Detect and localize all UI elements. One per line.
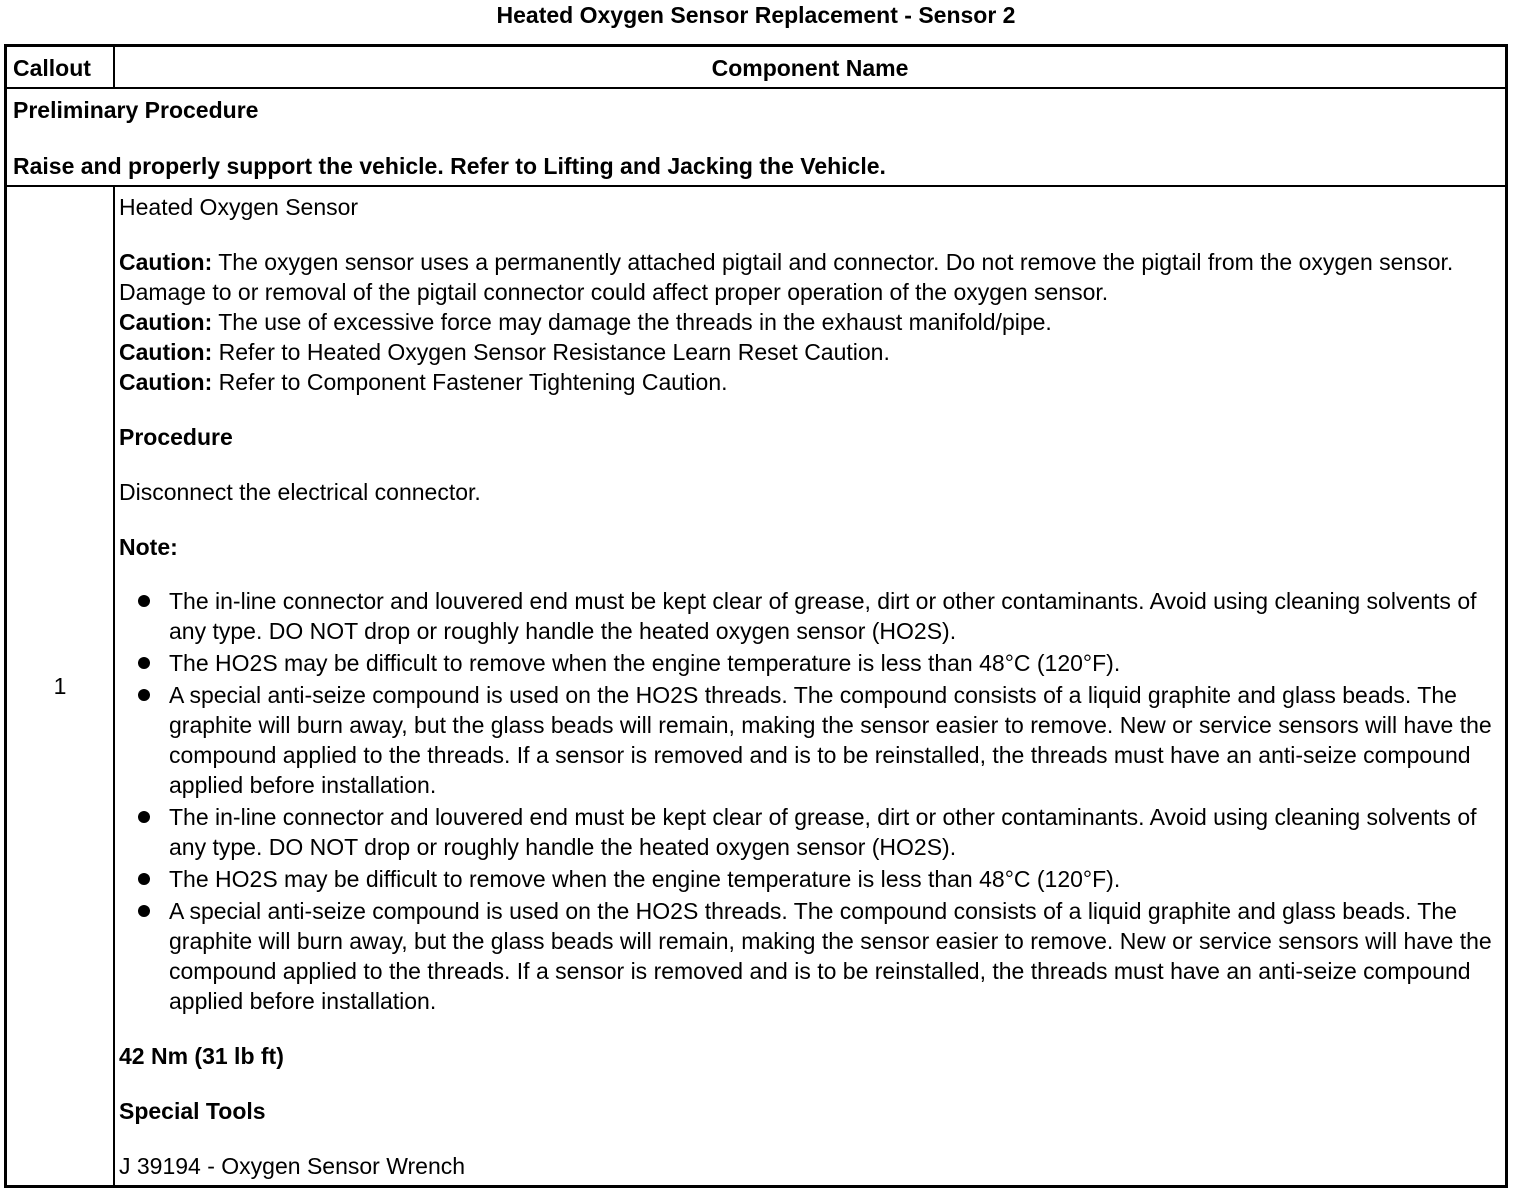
- caution-label: Caution:: [119, 339, 213, 365]
- note-heading: Note:: [119, 534, 178, 560]
- preliminary-text: Raise and properly support the vehicle. Refer to Lifting and Jacking the Vehicle.: [13, 153, 886, 179]
- preliminary-row: [6, 88, 1507, 186]
- note-text: A special anti-seize compound is used on the HO2S threads. The compound consists of a liquid graphite and glass beads. The graphite will burn away, but the glass beads will remain, making the sensor easier to remove. New or service sensors will have the compound applied to the threads. If a sensor is removed and is to be reinstalled, the threads must have an anti-seize compound applied before installation.: [169, 682, 1492, 798]
- preliminary-heading: Preliminary Procedure: [13, 97, 259, 123]
- procedure-table: [4, 44, 1508, 1188]
- bullet-icon: [138, 595, 150, 607]
- note-text: A special anti-seize compound is used on the HO2S threads. The compound consists of a liquid graphite and glass beads. The graphite will burn away, but the glass beads will remain, making the sensor easier to remove. New or service sensors will have the compound applied to the threads. If a sensor is removed and is to be reinstalled, the threads must have an anti-seize compound applied before installation.: [169, 898, 1492, 1014]
- procedure-heading: Procedure: [119, 424, 233, 450]
- note-text: The HO2S may be difficult to remove when the engine temperature is less than 48°C (120°F).: [169, 650, 1121, 676]
- list-item: [119, 802, 1495, 862]
- caution-line: [119, 337, 1495, 367]
- header-component-name: Component Name: [114, 46, 1507, 89]
- component-content: [114, 186, 1507, 1187]
- caution-line: [119, 367, 1495, 397]
- list-item: [119, 896, 1495, 1016]
- table-row: [6, 186, 1507, 1187]
- note-text: The HO2S may be difficult to remove when the engine temperature is less than 48°C (120°F).: [169, 866, 1121, 892]
- caution-text: Refer to Component Fastener Tightening Caution.: [212, 369, 728, 395]
- note-text: The in-line connector and louvered end must be kept clear of grease, dirt or other contaminants. Avoid using cleaning solvents of any type. DO NOT drop or roughly handle the heated oxygen sensor (HO2S).: [169, 588, 1477, 644]
- bullet-icon: [138, 657, 150, 669]
- caution-label: Caution:: [119, 249, 213, 275]
- caution-text: Refer to Heated Oxygen Sensor Resistance Learn Reset Caution.: [212, 339, 890, 365]
- caution-text: The oxygen sensor uses a permanently attached pigtail and connector. Do not remove the pigtail from the oxygen sensor. Damage to or removal of the pigtail connector could affect proper operation of the oxygen sensor.: [119, 249, 1454, 305]
- table-header-row: [6, 46, 1507, 89]
- list-item: [119, 864, 1495, 894]
- caution-label: Caution:: [119, 369, 213, 395]
- procedure-step: Disconnect the electrical connector.: [119, 479, 481, 505]
- special-tools-heading: Special Tools: [119, 1098, 266, 1124]
- list-item: [119, 680, 1495, 800]
- caution-text: The use of excessive force may damage the threads in the exhaust manifold/pipe.: [212, 309, 1052, 335]
- component-name: Heated Oxygen Sensor: [119, 194, 359, 220]
- cautions-block: [119, 247, 1495, 397]
- caution-label: Caution:: [119, 309, 213, 335]
- callout-number: 1: [6, 186, 115, 1187]
- caution-line: [119, 307, 1495, 337]
- bullet-icon: [138, 811, 150, 823]
- special-tool: J 39194 - Oxygen Sensor Wrench: [119, 1153, 466, 1179]
- list-item: [119, 586, 1495, 646]
- bullet-icon: [138, 873, 150, 885]
- list-item: [119, 648, 1495, 678]
- note-text: The in-line connector and louvered end must be kept clear of grease, dirt or other contaminants. Avoid using cleaning solvents of any type. DO NOT drop or roughly handle the heated oxygen sensor (HO2S).: [169, 804, 1477, 860]
- bullet-icon: [138, 905, 150, 917]
- page-title: Heated Oxygen Sensor Replacement - Sensor 2: [496, 2, 1016, 28]
- header-callout: Callout: [6, 46, 115, 89]
- preliminary-cell: [6, 88, 1507, 186]
- note-list: [119, 586, 1495, 1016]
- bullet-icon: [138, 689, 150, 701]
- caution-line: [119, 247, 1495, 307]
- torque-spec: 42 Nm (31 lb ft): [119, 1043, 284, 1069]
